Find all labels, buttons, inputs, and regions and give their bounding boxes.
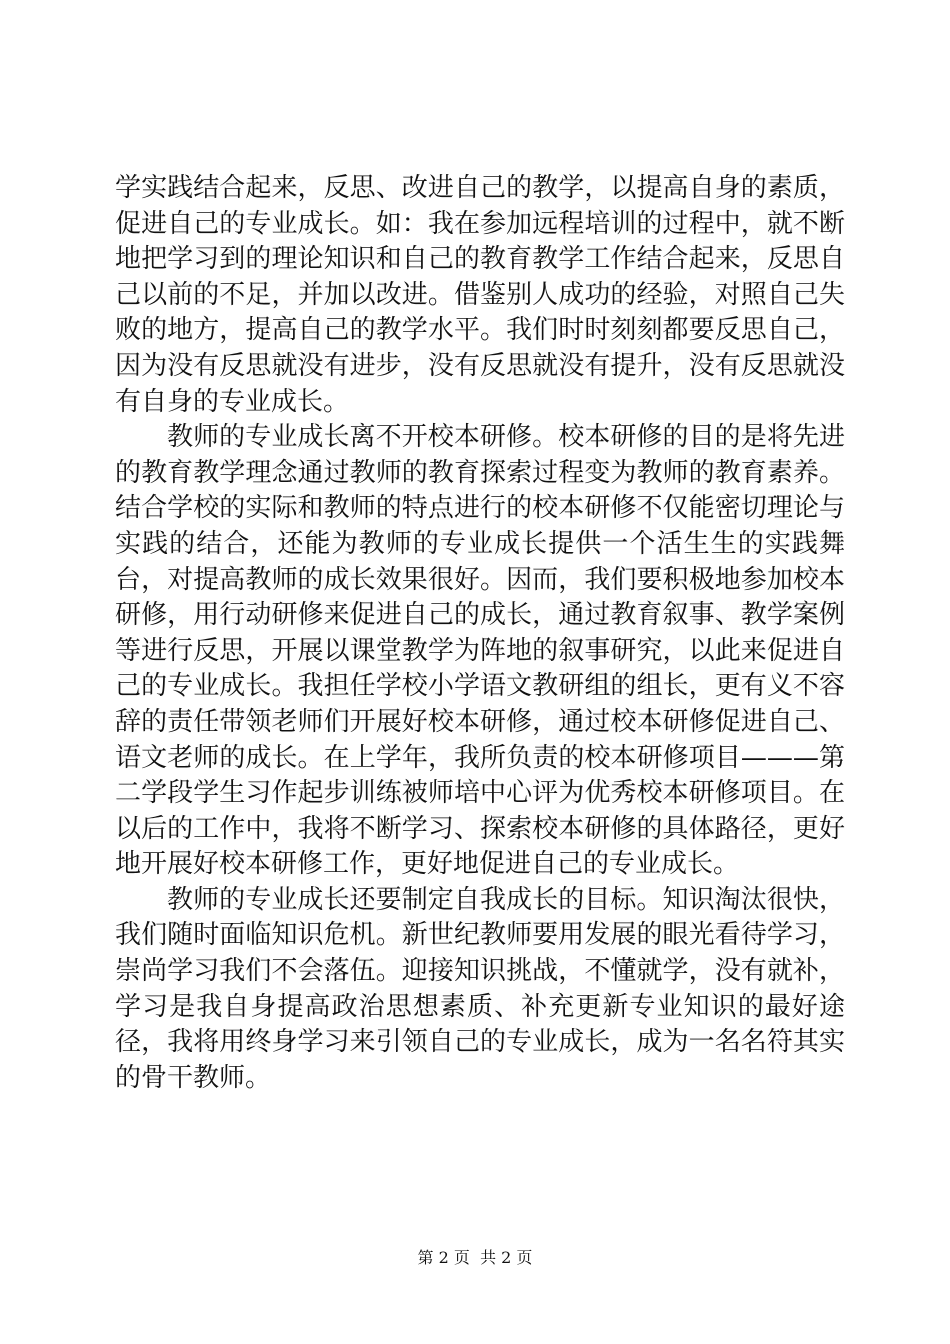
- document-body: [115, 171, 845, 1096]
- paragraph-continued: 学实践结合起来，反思、改进自己的教学，以提高自身的素质，促进自己的专业成长。如：我在参加远程培训的过程中，就不断地把学习到的理论知识和自己的教育教学工作结合起来，反思自己以前的不足，并加以改进。借鉴别人成功的经验，对照自己失败的地方，提高自己的教学水平。我们时时刻刻都要反思自己，因为没有反思就没有进步，没有反思就没有提升，没有反思就没有自身的专业成长。: [115, 173, 845, 417]
- paragraph-growth-goals: 教师的专业成长还要制定自我成长的目标。知识淘汰很快，我们随时面临知识危机。新世纪教师要用发展的眼光看待学习，崇尚学习我们不会落伍。迎接知识挑战，不懂就学，没有就补，学习是我自身提高政治思想素质、补充更新专业知识的最好途径，我将用终身学习来引领自己的专业成长，成为一名名符其实的骨干教师。: [115, 884, 845, 1093]
- page-number-footer: 第 2 页 共 2 页: [417, 1248, 533, 1267]
- paragraph-school-based-training: 教师的专业成长离不开校本研修。校本研修的目的是将先进的教育教学理念通过教师的教育探索过程变为教师的教育素养。结合学校的实际和教师的特点进行的校本研修不仅能密切理论与实践的结合，还能为教师的专业成长提供一个活生生的实践舞台，对提高教师的成长效果很好。因而，我们要积极地参加校本研修，用行动研修来促进自己的成长，通过教育叙事、教学案例等进行反思，开展以课堂教学为阵地的叙事研究，以此来促进自己的专业成长。我担任学校小学语文教研组的组长，更有义不容辞的责任带领老师们开展好校本研修，通过校本研修促进自己、语文老师的成长。在上学年，我所负责的校本研修项目———第二学段学生习作起步训练被师培中心评为优秀校本研修项目。在以后的工作中，我将不断学习、探索校本研修的具体路径，更好地开展好校本研修工作，更好地促进自己的专业成长。: [115, 422, 845, 880]
